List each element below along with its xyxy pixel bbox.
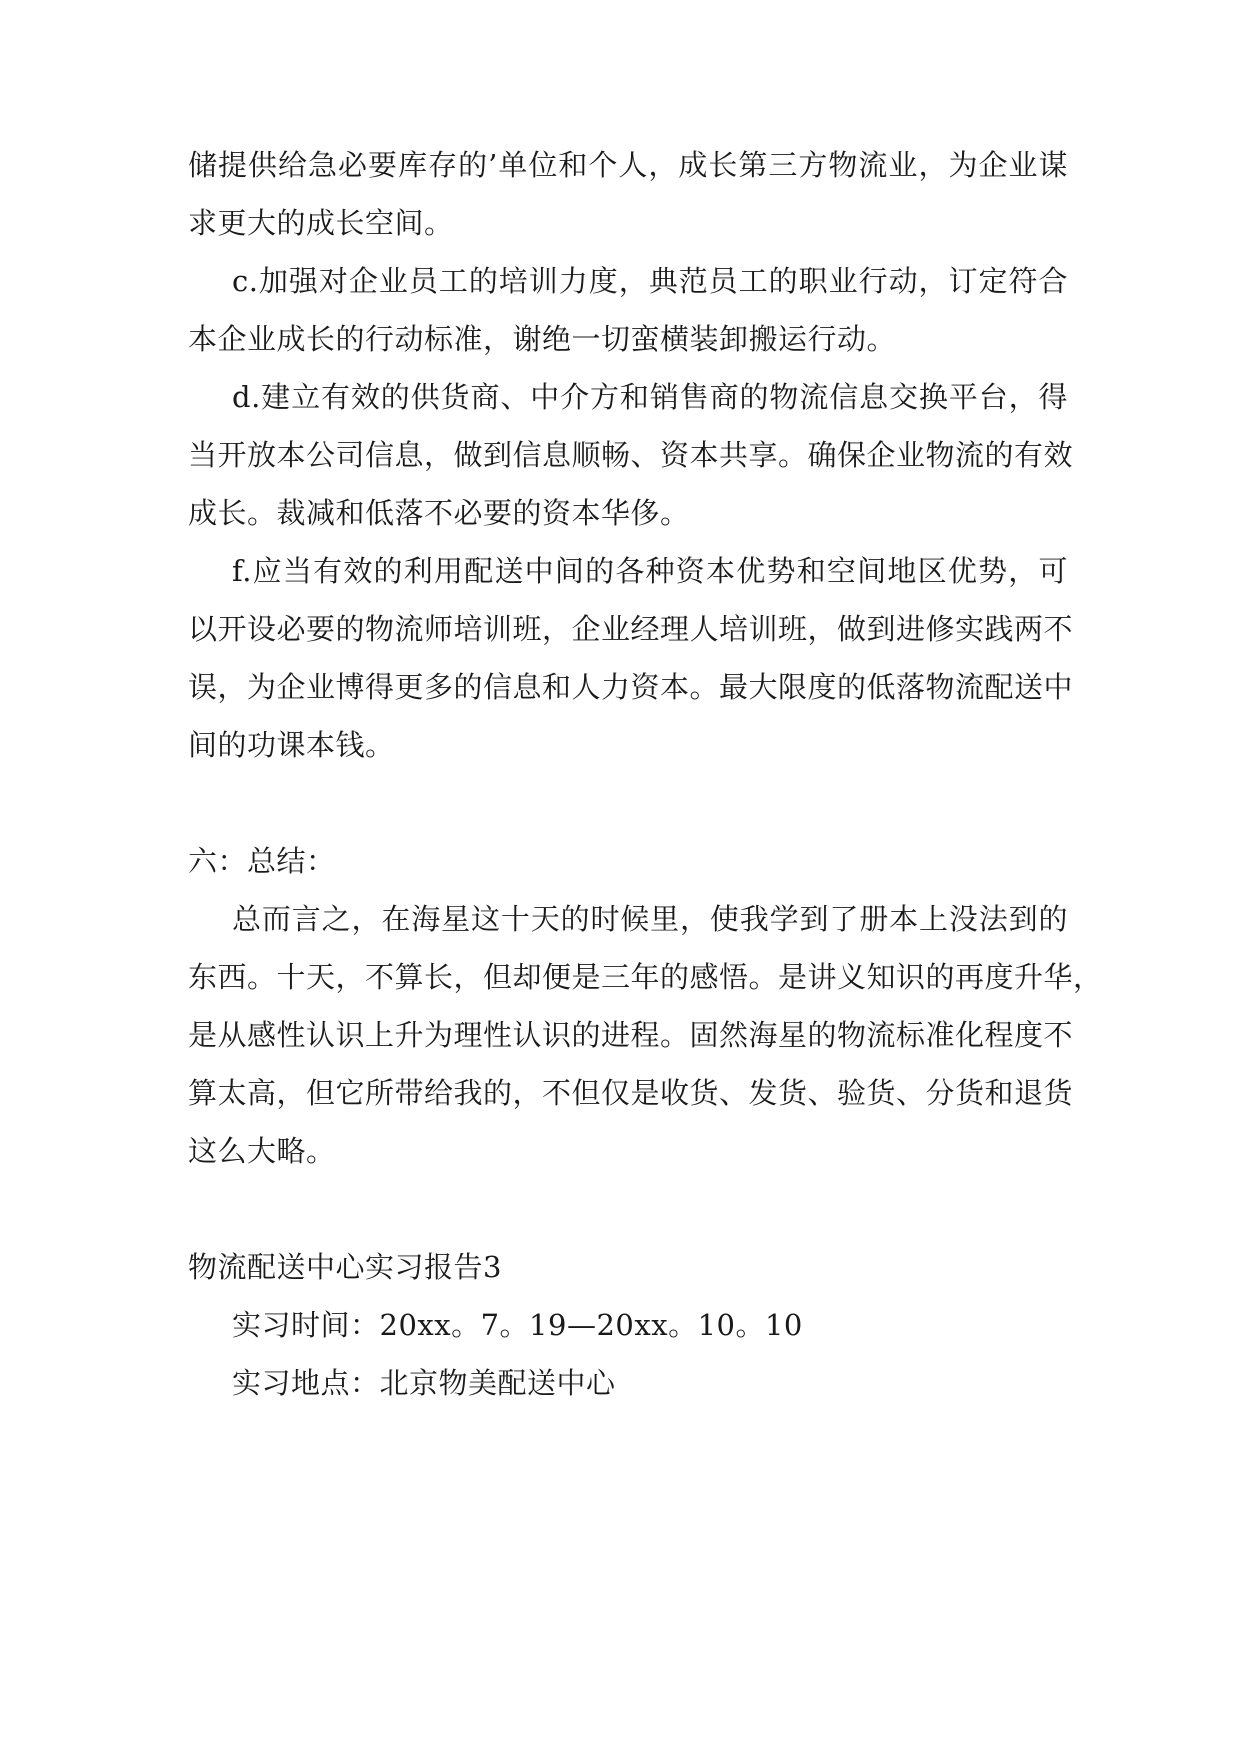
- paragraph-line: 成长。裁减和低落不必要的资本华侈。: [188, 496, 690, 530]
- paragraph-line: d.建立有效的供货商、中介方和销售商的物流信息交换平台，得: [232, 380, 1068, 414]
- paragraph-line: 总而言之，在海星这十天的时候里，使我学到了册本上没法到的: [232, 902, 1068, 936]
- paragraph-line: 这么大略。: [188, 1134, 336, 1168]
- paragraph-line: f.应当有效的利用配送中间的各种资本优势和空间地区优势，可: [232, 554, 1068, 588]
- paragraph-line: 本企业成长的行动标准，谢绝一切蛮横装卸搬运行动。: [188, 322, 897, 356]
- paragraph-line: 求更大的成长空间。: [188, 206, 454, 240]
- paragraph-line: 当开放本公司信息，做到信息顺畅、资本共享。确保企业物流的有效: [188, 438, 1074, 472]
- paragraph-line: 算太高，但它所带给我的，不但仅是收货、发货、验货、分货和退货: [188, 1076, 1074, 1110]
- paragraph-line: c.加强对企业员工的培训力度，典范员工的职业行动，订定符合: [232, 264, 1068, 298]
- internship-place: 实习地点：北京物美配送中心: [232, 1366, 616, 1400]
- paragraph-line: 东西。十天，不算长，但却便是三年的感悟。是讲义知识的再度升华，: [188, 960, 1103, 994]
- paragraph-line: 是从感性认识上升为理性认识的进程。固然海星的物流标准化程度不: [188, 1018, 1074, 1052]
- section-heading: 六：总结：: [188, 844, 336, 878]
- internship-time: 实习时间：20xx。7。19—20xx。10。10: [232, 1308, 803, 1342]
- paragraph-line: 间的功课本钱。: [188, 728, 395, 762]
- paragraph-line: 以开设必要的物流师培训班，企业经理人培训班，做到进修实践两不: [188, 612, 1074, 646]
- paragraph-line: 储提供给急必要库存的’单位和个人，成长第三方物流业，为企业谋: [188, 148, 1068, 182]
- report-title: 物流配送中心实习报告3: [188, 1250, 502, 1284]
- paragraph-line: 误，为企业博得更多的信息和人力资本。最大限度的低落物流配送中: [188, 670, 1074, 704]
